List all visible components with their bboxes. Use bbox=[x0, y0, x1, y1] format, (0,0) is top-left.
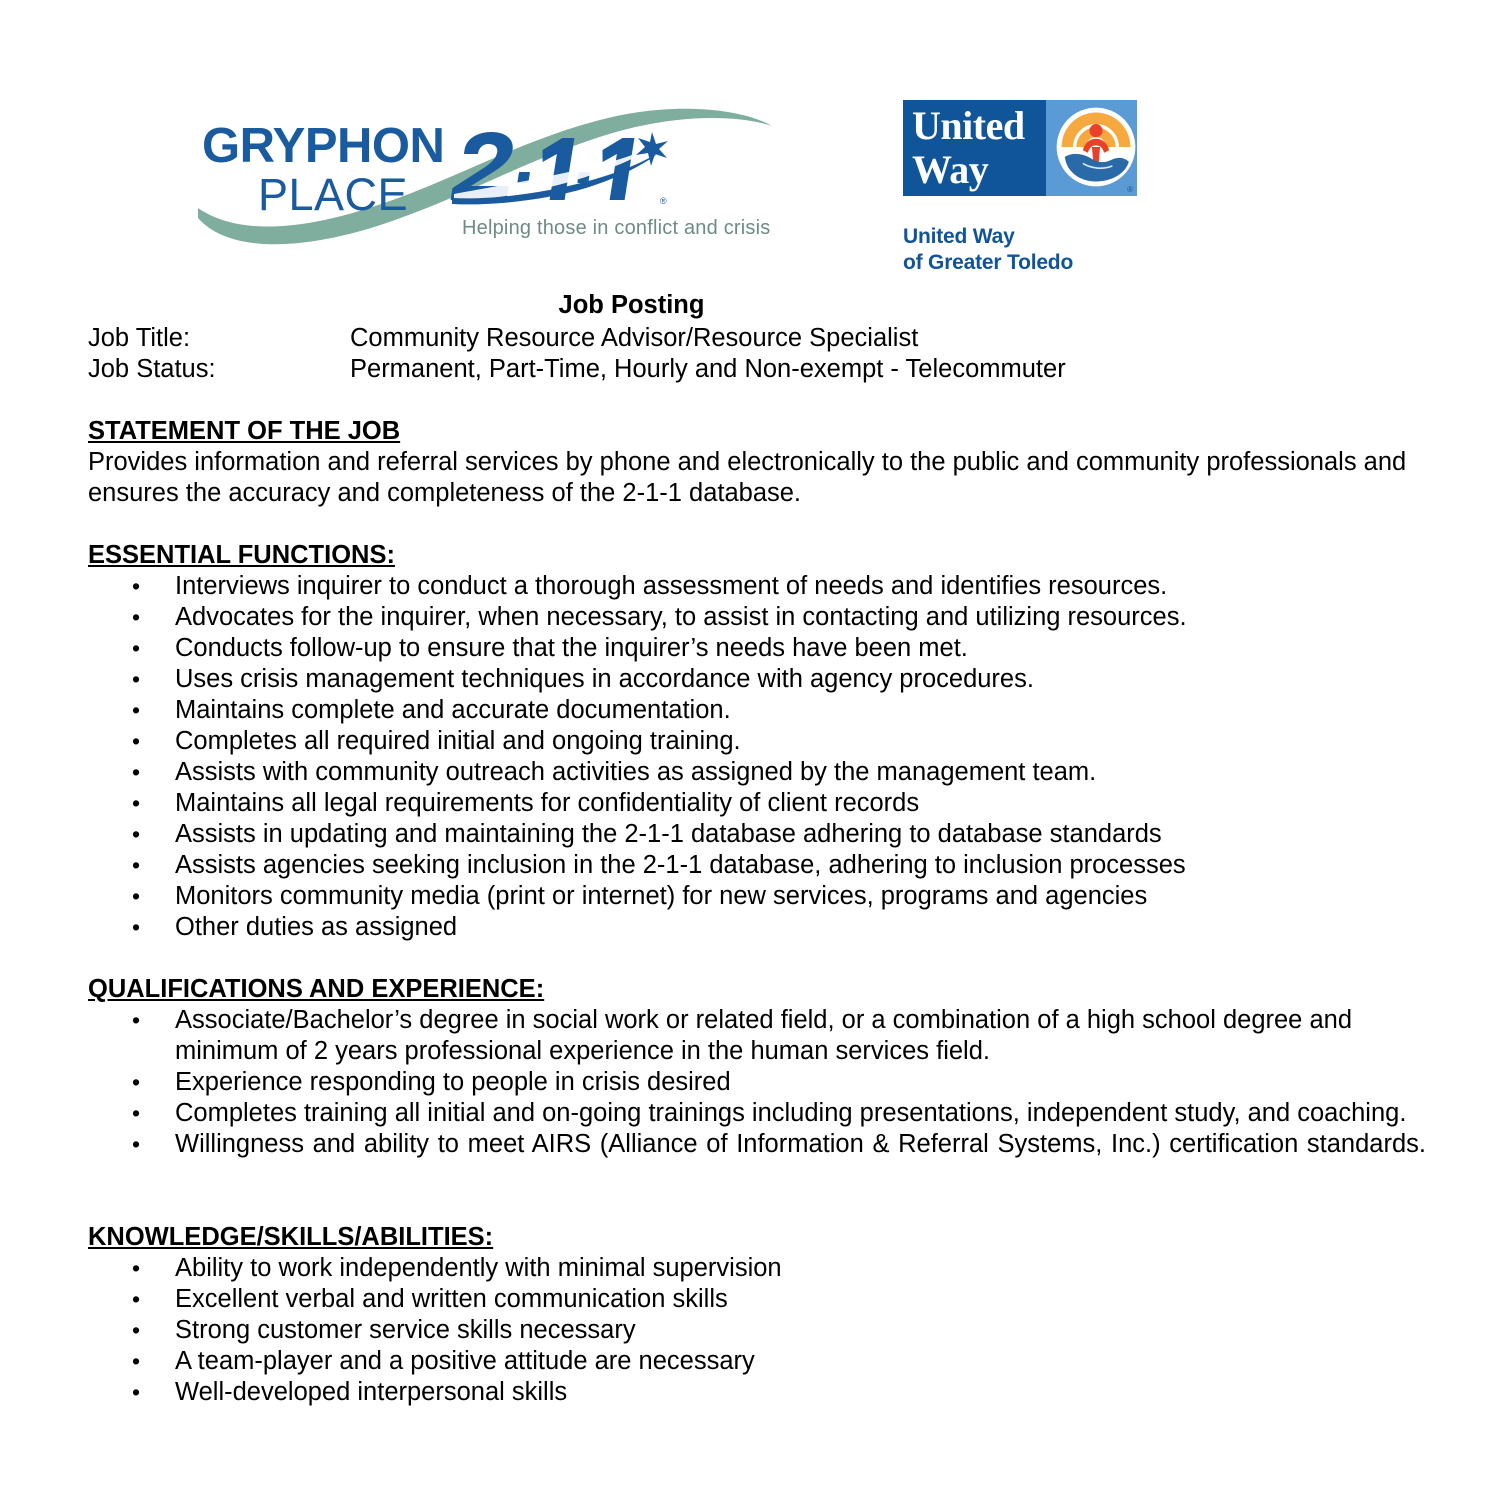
list-item: • Maintains complete and accurate documentation. bbox=[88, 695, 1430, 726]
united-way-wordmark bbox=[912, 104, 1025, 192]
list-item: • Assists with community outreach activities as assigned by the management team. bbox=[88, 757, 1430, 788]
field-label-job-status: Job Status: bbox=[88, 355, 216, 383]
united-way-logo bbox=[903, 100, 1137, 196]
section-knowledge-skills-abilities bbox=[88, 1222, 1430, 1253]
bullet-list-knowledge-skills-abilities bbox=[88, 1253, 1430, 1408]
list-item: • Willingness and ability to meet AIRS (Alliance of Information & Referral Systems, Inc.) certification standards. bbox=[88, 1129, 1430, 1191]
list-item: • Excellent verbal and written communication skills bbox=[88, 1284, 1430, 1315]
logo-header-band bbox=[0, 0, 1500, 290]
list-item: • Advocates for the inquirer, when necessary, to assist in contacting and utilizing resources. bbox=[88, 602, 1430, 633]
united-way-rainbow-hand-person-icon bbox=[1055, 106, 1137, 188]
list-item: • Conducts follow-up to ensure that the inquirer’s needs have been met. bbox=[88, 633, 1430, 664]
list-item: • Well-developed interpersonal skills bbox=[88, 1377, 1430, 1408]
bullet-list-essential-functions bbox=[88, 571, 1430, 943]
bullet-list-qualifications bbox=[88, 1005, 1430, 1191]
section-qualifications-and-experience bbox=[88, 974, 1430, 1005]
section-heading: QUALIFICATIONS AND EXPERIENCE: bbox=[88, 975, 545, 1003]
list-item: • Completes all required initial and ongoing training. bbox=[88, 726, 1430, 757]
list-item: • Completes training all initial and on-going trainings including presentations, independent study, and coaching. bbox=[88, 1098, 1430, 1129]
section-heading: KNOWLEDGE/SKILLS/ABILITIES: bbox=[88, 1223, 494, 1251]
211-logo-icon bbox=[446, 128, 676, 213]
list-item: • Other duties as assigned bbox=[88, 912, 1430, 943]
united-way-word-way: Way bbox=[912, 147, 989, 192]
united-way-caption-line2: of Greater Toledo bbox=[903, 251, 1074, 274]
list-item: • Maintains all legal requirements for confidentiality of client records bbox=[88, 788, 1430, 819]
list-item: • Assists agencies seeking inclusion in the 2-1-1 database, adhering to inclusion processes bbox=[88, 850, 1430, 881]
section-heading: STATEMENT OF THE JOB bbox=[88, 417, 401, 445]
section-essential-functions bbox=[88, 540, 1430, 571]
field-row-job-title bbox=[88, 323, 1430, 354]
gryphon-wordmark-line1: GRYPHON bbox=[202, 119, 445, 173]
registered-trademark-mark: ® bbox=[1127, 185, 1133, 194]
field-value-job-title: Community Resource Advisor/Resource Specialist bbox=[350, 324, 919, 352]
section-paragraph-statement: Provides information and referral services by phone and electronically to the public and community professionals and ensures the accuracy and completeness of the 2-1-1 database. bbox=[88, 448, 1407, 507]
section-statement-of-the-job bbox=[88, 416, 1430, 447]
list-item: • A team-player and a positive attitude are necessary bbox=[88, 1346, 1430, 1377]
list-item: • Strong customer service skills necessary bbox=[88, 1315, 1430, 1346]
gryphon-wordmark-line2: PLACE bbox=[258, 169, 409, 220]
gryphon-tagline: Helping those in conflict and crisis bbox=[462, 217, 771, 239]
united-way-caption-line1: United Way bbox=[903, 225, 1015, 248]
list-item: • Ability to work independently with minimal supervision bbox=[88, 1253, 1430, 1284]
gryphon-place-211-logo bbox=[196, 100, 776, 255]
list-item: • Associate/Bachelor’s degree in social work or related field, or a combination of a high school degree and minimum of 2 years professional experience in the human services field. bbox=[88, 1005, 1430, 1067]
united-way-symbol-panel bbox=[1046, 100, 1137, 196]
list-item: • Experience responding to people in crisis desired bbox=[88, 1067, 1430, 1098]
field-label-job-title: Job Title: bbox=[88, 324, 191, 352]
section-heading: ESSENTIAL FUNCTIONS: bbox=[88, 541, 395, 569]
job-posting-document bbox=[0, 290, 1500, 1408]
list-item: • Uses crisis management techniques in accordance with agency procedures. bbox=[88, 664, 1430, 695]
list-item: • Monitors community media (print or internet) for new services, programs and agencies bbox=[88, 881, 1430, 912]
united-way-chapter-caption bbox=[903, 224, 1073, 276]
svg-text:®: ® bbox=[660, 196, 667, 206]
united-way-wordmark-panel bbox=[903, 100, 1046, 196]
list-item: • Assists in updating and maintaining the 2-1-1 database adhering to database standards bbox=[88, 819, 1430, 850]
list-item: • Interviews inquirer to conduct a thorough assessment of needs and identifies resources. bbox=[88, 571, 1430, 602]
united-way-word-united: United bbox=[912, 103, 1025, 148]
field-value-job-status: Permanent, Part-Time, Hourly and Non-exempt - Telecommuter bbox=[350, 355, 1066, 383]
field-row-job-status bbox=[88, 354, 1430, 385]
document-title: Job Posting bbox=[558, 291, 705, 319]
